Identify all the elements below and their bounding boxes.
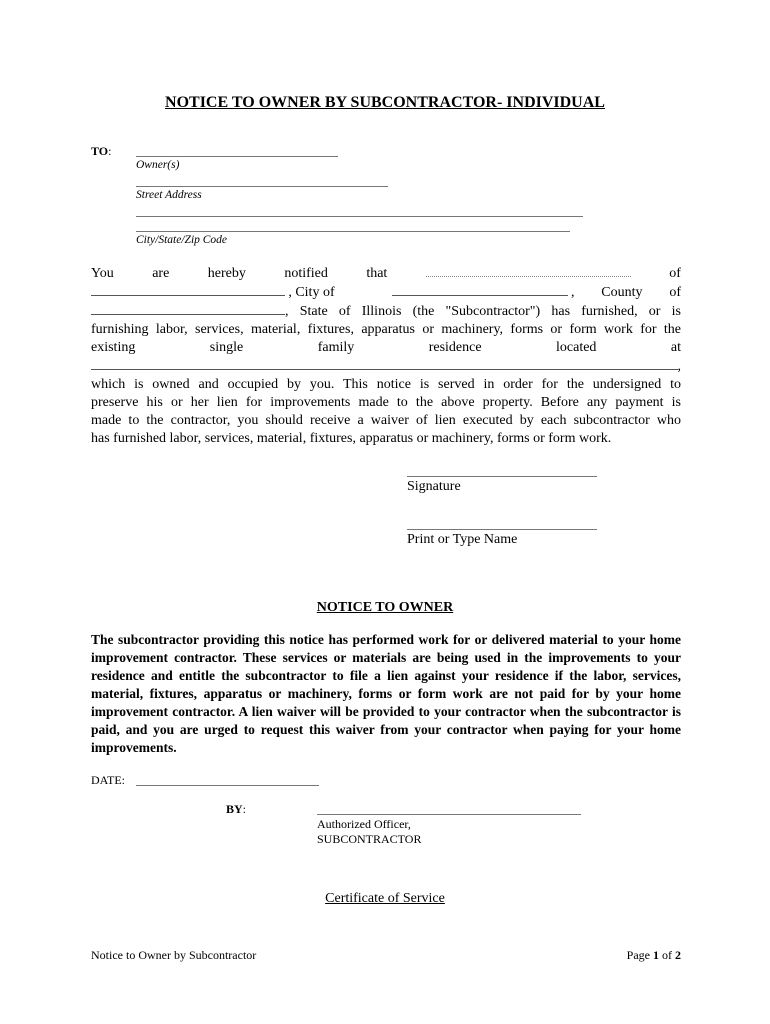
- owner-label: Owner(s): [136, 159, 180, 171]
- street-line[interactable]: [136, 186, 388, 187]
- county-field[interactable]: [91, 302, 285, 315]
- by-label: BY:: [226, 802, 247, 816]
- city-state-zip-label: City/State/Zip Code: [136, 234, 228, 246]
- address-line-2[interactable]: [136, 216, 583, 217]
- paragraph-line-4: furnishing labor, services, material, fixtures, apparatus or machinery, forms or form work for the: [91, 322, 681, 337]
- paragraph-line-7: which is owned and occupied by you. This notice is served in order for the undersigned to: [91, 377, 681, 392]
- print-name-label: Print or Type Name: [407, 532, 518, 547]
- paragraph-line-10: has furnished labor, services, material, fixtures, apparatus or machinery, forms or form work.: [91, 431, 612, 446]
- owner-line[interactable]: [136, 156, 338, 157]
- paragraph-line-6: ,: [91, 357, 681, 376]
- paragraph-line-5: existing single family residence located at: [91, 340, 681, 355]
- signature-line[interactable]: [407, 476, 597, 477]
- contractor-name-field[interactable]: [426, 264, 631, 277]
- street-label: Street Address: [136, 189, 202, 201]
- footer-left: Notice to Owner by Subcontractor: [91, 948, 257, 962]
- notice-heading: NOTICE TO OWNER: [316, 600, 454, 615]
- paragraph-line-2: , City of , County of: [91, 283, 681, 302]
- date-label: DATE:: [91, 773, 125, 787]
- print-name-line[interactable]: [407, 529, 597, 530]
- city-field[interactable]: [392, 283, 568, 296]
- paragraph-line-9: made to the contractor, you should receive a waiver of lien executed by each subcontractor who: [91, 413, 681, 428]
- authorized-officer-line[interactable]: [317, 814, 581, 815]
- page-number: Page 1 of 2: [626, 948, 681, 962]
- property-location-field[interactable]: [91, 357, 678, 370]
- notice-text: The subcontractor providing this notice has performed work for or delivered material to your home improvement contractor. These services or materials are being used in the improvements to your residence and entitle the subcontractor to file a lien against your residence if the labor, services, material, fixtures, apparatus or machinery, forms or form work are not paid for by your home improvement contractor. A lien waiver will be provided to your contractor when the subcontractor is paid, and you are urged to request this waiver from your contractor when paying for your home improvements.: [91, 632, 681, 755]
- certificate-of-service-link[interactable]: Certificate of Service: [325, 891, 445, 906]
- paragraph-line-1: You are hereby notified that of: [91, 266, 681, 281]
- date-line[interactable]: [136, 785, 319, 786]
- to-label: TO:: [91, 144, 112, 158]
- city-line[interactable]: [136, 231, 570, 232]
- notice-paragraph: [91, 264, 681, 448]
- document-title: NOTICE TO OWNER BY SUBCONTRACTOR- INDIVIDUAL: [165, 94, 605, 111]
- officer-label: Authorized Officer,: [317, 817, 411, 831]
- contractor-address-field[interactable]: [91, 283, 285, 296]
- subcontractor-label: SUBCONTRACTOR: [317, 832, 422, 846]
- paragraph-line-3: , State of Illinois (the "Subcontractor") has furnished, or is: [91, 302, 681, 321]
- paragraph-line-8: preserve his or her lien for improvements made to the above property. Before any payment is: [91, 395, 681, 410]
- signature-label: Signature: [407, 479, 461, 494]
